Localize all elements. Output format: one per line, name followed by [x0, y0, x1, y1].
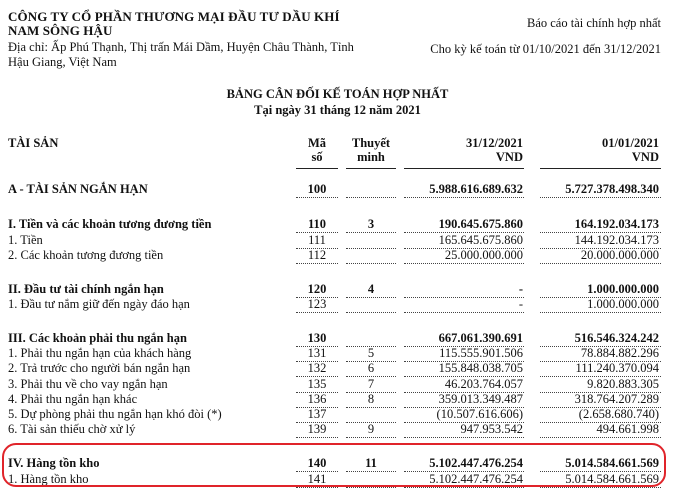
row-divider [346, 312, 396, 313]
col-header-v2-2: VND [631, 150, 659, 164]
header-rule-note [346, 168, 396, 169]
row-divider [346, 248, 396, 249]
row-value-31-12-2021: 165.645.675.860 [438, 233, 523, 247]
company-name-line1: CÔNG TY CỔ PHẦN THƯƠNG MẠI ĐẦU TƯ DẦU KHÍ [8, 9, 340, 24]
row-value-01-01-2021: 5.727.378.498.340 [565, 182, 659, 196]
row-divider [346, 487, 396, 488]
row-divider [540, 437, 661, 438]
row-divider [540, 487, 661, 488]
row-note: 9 [367, 422, 375, 436]
row-value-31-12-2021: - [518, 282, 523, 296]
row-divider [346, 407, 396, 408]
row-note: 8 [367, 392, 375, 406]
col-header-code-1: Mã [307, 136, 327, 150]
row-divider [404, 437, 524, 438]
row-code: 141 [307, 472, 327, 486]
row-value-01-01-2021: 5.014.584.661.569 [565, 456, 659, 470]
row-value-31-12-2021: 25.000.000.000 [444, 248, 523, 262]
row-code: 110 [307, 217, 327, 231]
row-code: 130 [307, 331, 327, 345]
row-code: 100 [307, 182, 327, 196]
row-value-31-12-2021: 5.102.447.476.254 [429, 472, 523, 486]
row-value-31-12-2021: 190.645.675.860 [438, 217, 523, 231]
row-divider [346, 437, 396, 438]
row-label: II. Đầu tư tài chính ngắn hạn [8, 282, 164, 296]
row-code: 131 [307, 346, 327, 360]
row-label: 1. Tiền [8, 233, 43, 247]
row-divider [540, 312, 661, 313]
row-code: 111 [308, 233, 326, 247]
row-value-31-12-2021: 359.013.349.487 [438, 392, 523, 406]
row-note: 4 [367, 282, 375, 296]
header-rule-code [296, 168, 338, 169]
row-divider [346, 297, 396, 298]
row-value-01-01-2021: 164.192.034.173 [574, 217, 659, 231]
row-divider [404, 263, 524, 264]
row-divider [540, 263, 661, 264]
row-value-31-12-2021: - [518, 297, 523, 311]
row-value-01-01-2021: 20.000.000.000 [580, 248, 659, 262]
row-code: 112 [307, 248, 327, 262]
row-note: 6 [367, 361, 375, 375]
row-label: III. Các khoản phải thu ngắn hạn [8, 331, 187, 345]
row-value-31-12-2021: (10.507.616.606) [436, 407, 523, 421]
row-divider [296, 487, 338, 488]
row-label: 4. Phải thu ngắn hạn khác [8, 392, 138, 406]
row-value-01-01-2021: (2.658.680.740) [578, 407, 659, 421]
row-value-31-12-2021: 115.555.901.506 [439, 346, 523, 360]
row-divider [346, 263, 396, 264]
row-label: A - TÀI SẢN NGẮN HẠN [8, 182, 148, 196]
row-divider [296, 312, 338, 313]
row-code: 140 [307, 456, 327, 470]
row-label: 1. Phải thu ngắn hạn của khách hàng [8, 346, 192, 360]
row-value-31-12-2021: 947.953.542 [460, 422, 523, 436]
header-rule-v2 [540, 168, 661, 169]
header-rule-v1 [404, 168, 524, 169]
col-header-v1-2: VND [495, 150, 523, 164]
row-divider [296, 263, 338, 264]
row-value-01-01-2021: 1.000.000.000 [587, 297, 659, 311]
row-note: 3 [367, 217, 375, 231]
row-note: 7 [367, 377, 375, 391]
row-divider [346, 197, 396, 198]
address-line2: Hậu Giang, Việt Nam [8, 55, 117, 69]
row-label: 5. Dự phòng phải thu ngắn hạn khó đòi (*) [8, 407, 222, 421]
row-value-31-12-2021: 155.848.038.705 [438, 361, 523, 375]
row-value-01-01-2021: 9.820.883.305 [587, 377, 659, 391]
row-label: I. Tiền và các khoản tương đương tiền [8, 217, 212, 231]
col-header-assets: TÀI SẢN [8, 136, 59, 150]
row-divider [296, 437, 338, 438]
row-code: 137 [307, 407, 327, 421]
row-value-01-01-2021: 516.546.324.242 [574, 331, 659, 345]
row-value-01-01-2021: 144.192.034.173 [574, 233, 659, 247]
row-value-31-12-2021: 667.061.390.691 [438, 331, 523, 345]
row-code: 135 [307, 377, 327, 391]
document-title: BẢNG CÂN ĐỐI KẾ TOÁN HỢP NHẤT [226, 87, 449, 101]
row-value-31-12-2021: 5.102.447.476.254 [429, 456, 523, 470]
row-label: IV. Hàng tồn kho [8, 456, 100, 470]
row-code: 123 [307, 297, 327, 311]
row-code: 136 [307, 392, 327, 406]
row-value-01-01-2021: 5.014.584.661.569 [565, 472, 659, 486]
col-header-code-2: số [311, 150, 323, 164]
report-type: Báo cáo tài chính hợp nhất [526, 16, 661, 30]
col-header-note-2: minh [357, 150, 385, 164]
row-label: 2. Các khoản tương đương tiền [8, 248, 164, 262]
row-value-01-01-2021: 494.661.998 [596, 422, 659, 436]
col-header-v1-1: 31/12/2021 [466, 136, 523, 150]
report-period: Cho kỳ kế toán từ 01/10/2021 đến 31/12/2021 [430, 42, 661, 56]
row-label: 1. Hàng tồn kho [8, 472, 89, 486]
document-subtitle: Tại ngày 31 tháng 12 năm 2021 [254, 103, 421, 117]
row-label: 2. Trả trước cho người bán ngắn hạn [8, 361, 191, 375]
row-divider [404, 487, 524, 488]
row-label: 3. Phải thu về cho vay ngắn hạn [8, 377, 168, 391]
row-value-31-12-2021: 5.988.616.689.632 [429, 182, 523, 196]
row-divider [404, 297, 524, 298]
row-divider [540, 197, 661, 198]
row-code: 139 [307, 422, 327, 436]
row-value-01-01-2021: 78.884.882.296 [580, 346, 659, 360]
row-code: 132 [307, 361, 327, 375]
row-value-01-01-2021: 1.000.000.000 [587, 282, 659, 296]
row-note: 11 [365, 456, 377, 470]
row-label: 1. Đầu tư nắm giữ đến ngày đáo hạn [8, 297, 190, 311]
col-header-note-1: Thuyết [351, 136, 391, 150]
row-divider [296, 197, 338, 198]
row-divider [346, 232, 396, 233]
row-label: 6. Tài sản thiếu chờ xử lý [8, 422, 136, 436]
row-code: 120 [307, 282, 327, 296]
row-value-31-12-2021: 46.203.764.057 [444, 377, 523, 391]
row-divider [404, 312, 524, 313]
row-value-01-01-2021: 318.764.207.289 [574, 392, 659, 406]
highlight-annotation [2, 443, 666, 487]
row-divider [404, 197, 524, 198]
row-note: 5 [367, 346, 375, 360]
row-value-01-01-2021: 111.240.370.094 [575, 361, 659, 375]
col-header-v2-1: 01/01/2021 [602, 136, 659, 150]
company-name-line2: NAM SÔNG HẬU [8, 23, 113, 38]
address-line1: Địa chỉ: Ấp Phú Thạnh, Thị trấn Mái Dầm, Huyện Châu Thành, Tỉnh [8, 40, 354, 54]
